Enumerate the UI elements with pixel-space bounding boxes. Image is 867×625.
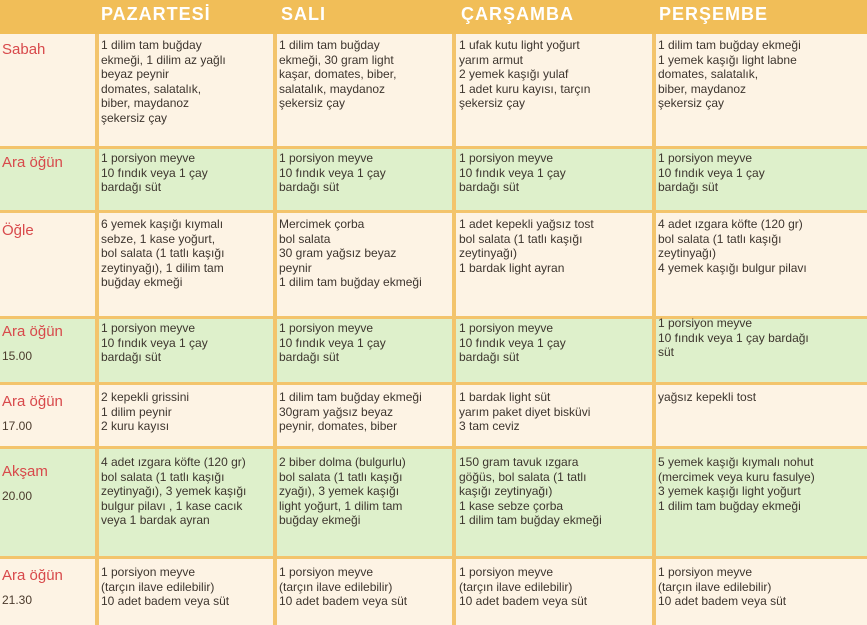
row-divider <box>0 446 867 449</box>
meal-cell: 1 porsiyon meyve 10 fındık veya 1 çay bardağı süt <box>279 321 386 364</box>
meal-cell: 1 dilim tam buğday ekmeği 30gram yağsız beyaz peynir, domates, biber <box>279 390 422 433</box>
meal-cell: 1 bardak light süt yarım paket diyet bisküvi 3 tam ceviz <box>459 390 591 433</box>
meal-cell: 1 porsiyon meyve 10 fındık veya 1 çay bardağı süt <box>658 151 765 194</box>
meal-cell: 1 ufak kutu light yoğurt yarım armut 2 yemek kaşığı yulaf 1 adet kuru kayısı, tarçın şekersiz çay <box>459 38 591 110</box>
meal-cell: 1 porsiyon meyve (tarçın ilave edilebilir) 10 adet badem veya süt <box>101 565 230 608</box>
row-divider <box>0 146 867 149</box>
meal-cell: 1 porsiyon meyve 10 fındık veya 1 çay bardağı süt <box>101 151 208 194</box>
meal-cell: 1 porsiyon meyve (tarçın ilave edilebilir) 10 adet badem veya süt <box>459 565 588 608</box>
meal-cell: yağsız kepekli tost <box>658 390 757 404</box>
meal-cell: 4 adet ızgara köfte (120 gr) bol salata (1 tatlı kaşığı zeytinyağı), 3 yemek kaşığı bulgur pilavı , 1 kase cacık veya 1 bardak ayran <box>101 455 247 527</box>
meal-cell: Mercimek çorba bol salata 30 gram yağsız beyaz peynir 1 dilim tam buğday ekmeği <box>279 217 422 289</box>
table-header <box>0 0 867 34</box>
row-label-ara-ogun: Ara öğün <box>2 154 63 171</box>
meal-cell: 1 porsiyon meyve (tarçın ilave edilebilir) 10 adet badem veya süt <box>658 565 787 608</box>
meal-cell: 1 porsiyon meyve 10 fındık veya 1 çay bardağı süt <box>459 151 566 194</box>
row-label-ara-ogun-2130: Ara öğün 21.30 <box>0 566 97 610</box>
row-label-ogle: Öğle <box>2 222 34 239</box>
meal-cell: 2 kepekli grissini 1 dilim peynir 2 kuru kayısı <box>101 390 190 433</box>
meal-cell: 1 porsiyon meyve 10 fındık veya 1 çay bardağı süt <box>658 316 809 359</box>
row-label-ara-ogun-1500: Ara öğün 15.00 <box>0 322 97 366</box>
row-label-aksam: Akşam 20.00 <box>0 462 97 506</box>
meal-cell: 1 dilim tam buğday ekmeği, 30 gram light kaşar, domates, biber, salatalık, maydanoz şekersiz çay <box>279 38 397 110</box>
time-label: 17.00 <box>2 419 33 433</box>
meal-cell: 1 porsiyon meyve 10 fındık veya 1 çay bardağı süt <box>101 321 208 364</box>
meal-cell: 1 porsiyon meyve 10 fındık veya 1 çay bardağı süt <box>459 321 566 364</box>
meal-cell: 1 porsiyon meyve (tarçın ilave edilebilir) 10 adet badem veya süt <box>279 565 408 608</box>
column-divider <box>652 34 656 625</box>
meal-cell: 150 gram tavuk ızgara göğüs, bol salata (1 tatlı kaşığı zeytinyağı) 1 kase sebze çorba 1 dilim tam buğday ekmeği <box>459 455 602 527</box>
meal-cell: 6 yemek kaşığı kıymalı sebze, 1 kase yoğurt, bol salata (1 tatlı kaşığı zeytinyağı), 1 dilim tam buğday ekmeği <box>101 217 225 289</box>
day-header-tuesday: SALI <box>281 4 327 24</box>
meal-cell: 1 dilim tam buğday ekmeği 1 yemek kaşığı light labne domates, salatalık, biber, maydanoz şekersiz çay <box>658 38 801 110</box>
day-header-monday: PAZARTESİ <box>101 4 211 24</box>
meal-cell: 2 biber dolma (bulgurlu) bol salata (1 tatlı kaşığı zyağı), 3 yemek kaşığı light yoğurt, 1 dilim tam buğday ekmeği <box>279 455 406 527</box>
time-label: 20.00 <box>2 489 33 503</box>
time-label: 15.00 <box>2 349 33 363</box>
meal-cell: 1 porsiyon meyve 10 fındık veya 1 çay bardağı süt <box>279 151 386 194</box>
meal-cell: 1 adet kepekli yağsız tost bol salata (1 tatlı kaşığı zeytinyağı) 1 bardak light ayran <box>459 217 594 275</box>
row-label-sabah: Sabah <box>2 41 46 58</box>
day-header-thursday: PERŞEMBE <box>659 4 769 24</box>
row-divider <box>0 556 867 559</box>
time-label: 21.30 <box>2 593 33 607</box>
row-label-ara-ogun-1700: Ara öğün 17.00 <box>0 392 97 436</box>
row-divider <box>0 382 867 385</box>
day-header-wednesday: ÇARŞAMBA <box>461 4 574 24</box>
meal-cell: 4 adet ızgara köfte (120 gr) bol salata (1 tatlı kaşığı zeytinyağı) 4 yemek kaşığı bulgur pilavı <box>658 217 807 275</box>
meal-cell: 1 dilim tam buğday ekmeği, 1 dilim az yağlı beyaz peynir domates, salatalık, biber, maydanoz şekersiz çay <box>101 38 226 125</box>
row-divider <box>0 210 867 213</box>
meal-cell: 5 yemek kaşığı kıymalı nohut (mercimek veya kuru fasulye) 3 yemek kaşığı light yoğurt 1 dilim tam buğday ekmeği <box>658 455 815 513</box>
